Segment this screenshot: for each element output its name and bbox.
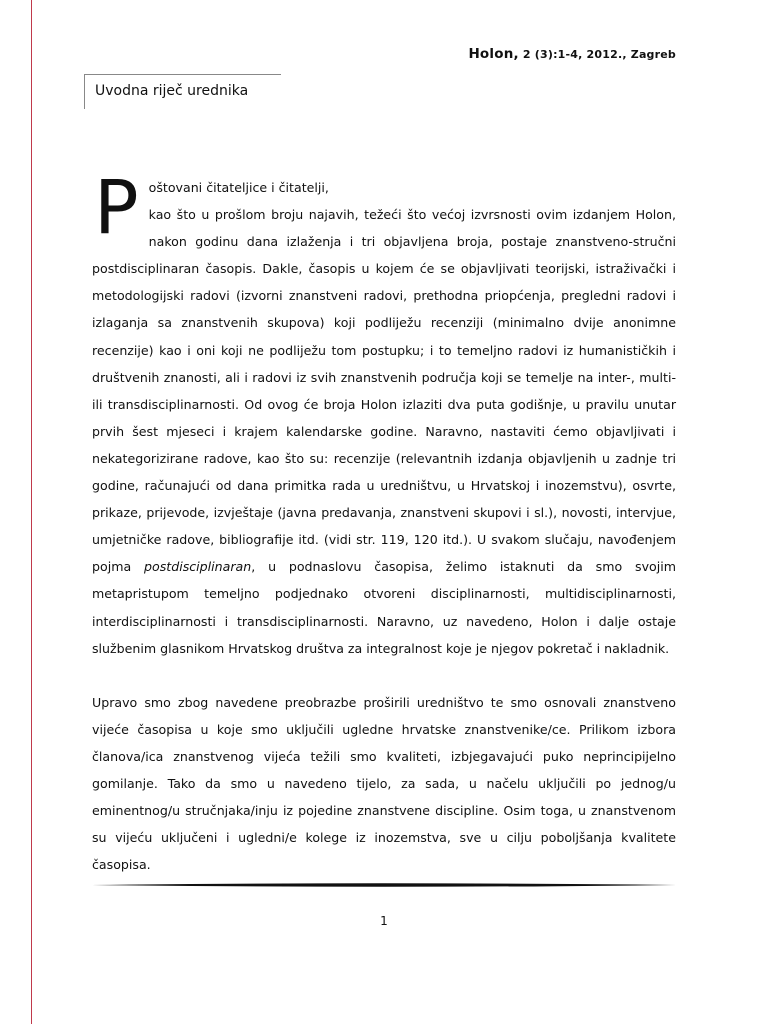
journal-name: Holon,	[468, 46, 519, 62]
paragraph-1-text-b: , u podnaslovu časopisa, želimo istaknuti da smo svojim metapristupom temeljno podjednako otvoreni disciplinarnosti, multidisciplinarnosti, interdisciplinarnosti i transdisciplinarnosti. Naravno, uz navedeno, Holon i dalje ostaje službenim glasnikom Hrvatskog društva za integralnost koje je njegov pokretač i nakladnik.	[92, 559, 676, 656]
greeting: oštovani čitateljice i čitatelji,	[148, 180, 329, 195]
article-body	[92, 165, 676, 878]
emphasized-term: postdisciplinaran	[144, 559, 252, 575]
paragraph-1	[92, 165, 676, 662]
section-title: Uvodna riječ urednika	[95, 83, 249, 99]
journal-citation: 2 (3):1-4, 2012., Zagreb	[518, 48, 676, 61]
paragraph-1-text-a: kao što u prošlom broju najavih, težeći što većoj izvrsnosti ovim izdanjem Holon, nakon godinu dana izlaženja i tri objavljena broja, postaje znanstveno-stručni postdisciplinaran časopis. Dakle, časopis u kojem će se objavljivati teorijski, istraživački i metodologijski radovi (izvorni znanstveni radovi, prethodna priopćenja, pregledni radovi i izlaganja sa znanstvenih skupova) koji podliježu recenziji (minimalno dvije anonimne recenzije) kao i oni koji ne podliježu tom postupku; i to temeljno radovi iz humanističkih i društvenih znanosti, ali i radovi iz svih znanstvenih područja koji se temelje na inter-, multi- ili transdisciplinarnosti. Od ovog će broja Holon izlaziti dva puta godišnje, u pravilu unutar prvih šest mjeseci i krajem kalendarske godine. Naravno, nastaviti ćemo objavljivati i nekategorizirane radove, kao što su: recenzije (relevantnih izdanja objavljenih u zadnje tri godine, računajući od dana primitka rada u uredništvu, u Hrvatskoj i inozemstvu), osvrte, prikaze, prijevode, izvještaje (javna predavanja, znanstveni skupovi i sl.), novosti, intervjue, umjetničke radove, bibliografije itd. (vidi str. 119, 120 itd.). U svakom slučaju, navođenjem pojma	[92, 207, 676, 575]
page-number: 1	[380, 914, 388, 928]
running-header	[468, 46, 676, 62]
drop-cap: P	[94, 165, 139, 251]
paragraph-2: Upravo smo zbog navedene preobrazbe proširili uredništvo te smo osnovali znanstveno vijeće časopisa u koje smo uključili ugledne hrvatske znanstvenike/ce. Prilikom izbora članova/ica znanstvenog vijeća težili smo kvaliteti, izbjegavajući puko neprincipijelno gomilanje. Tako da smo u navedeno tijelo, za sada, u načelu uključili po jednog/u eminentnog/u stručnjaka/inju iz pojedine znanstvene discipline. Osim toga, u znanstvenom su vijeću uključeni i ugledni/e kolege iz inozemstva, sve u cilju poboljšanja kvalitete časopisa.	[92, 694, 676, 873]
footer-rule	[92, 880, 676, 890]
margin-line	[31, 0, 32, 1024]
